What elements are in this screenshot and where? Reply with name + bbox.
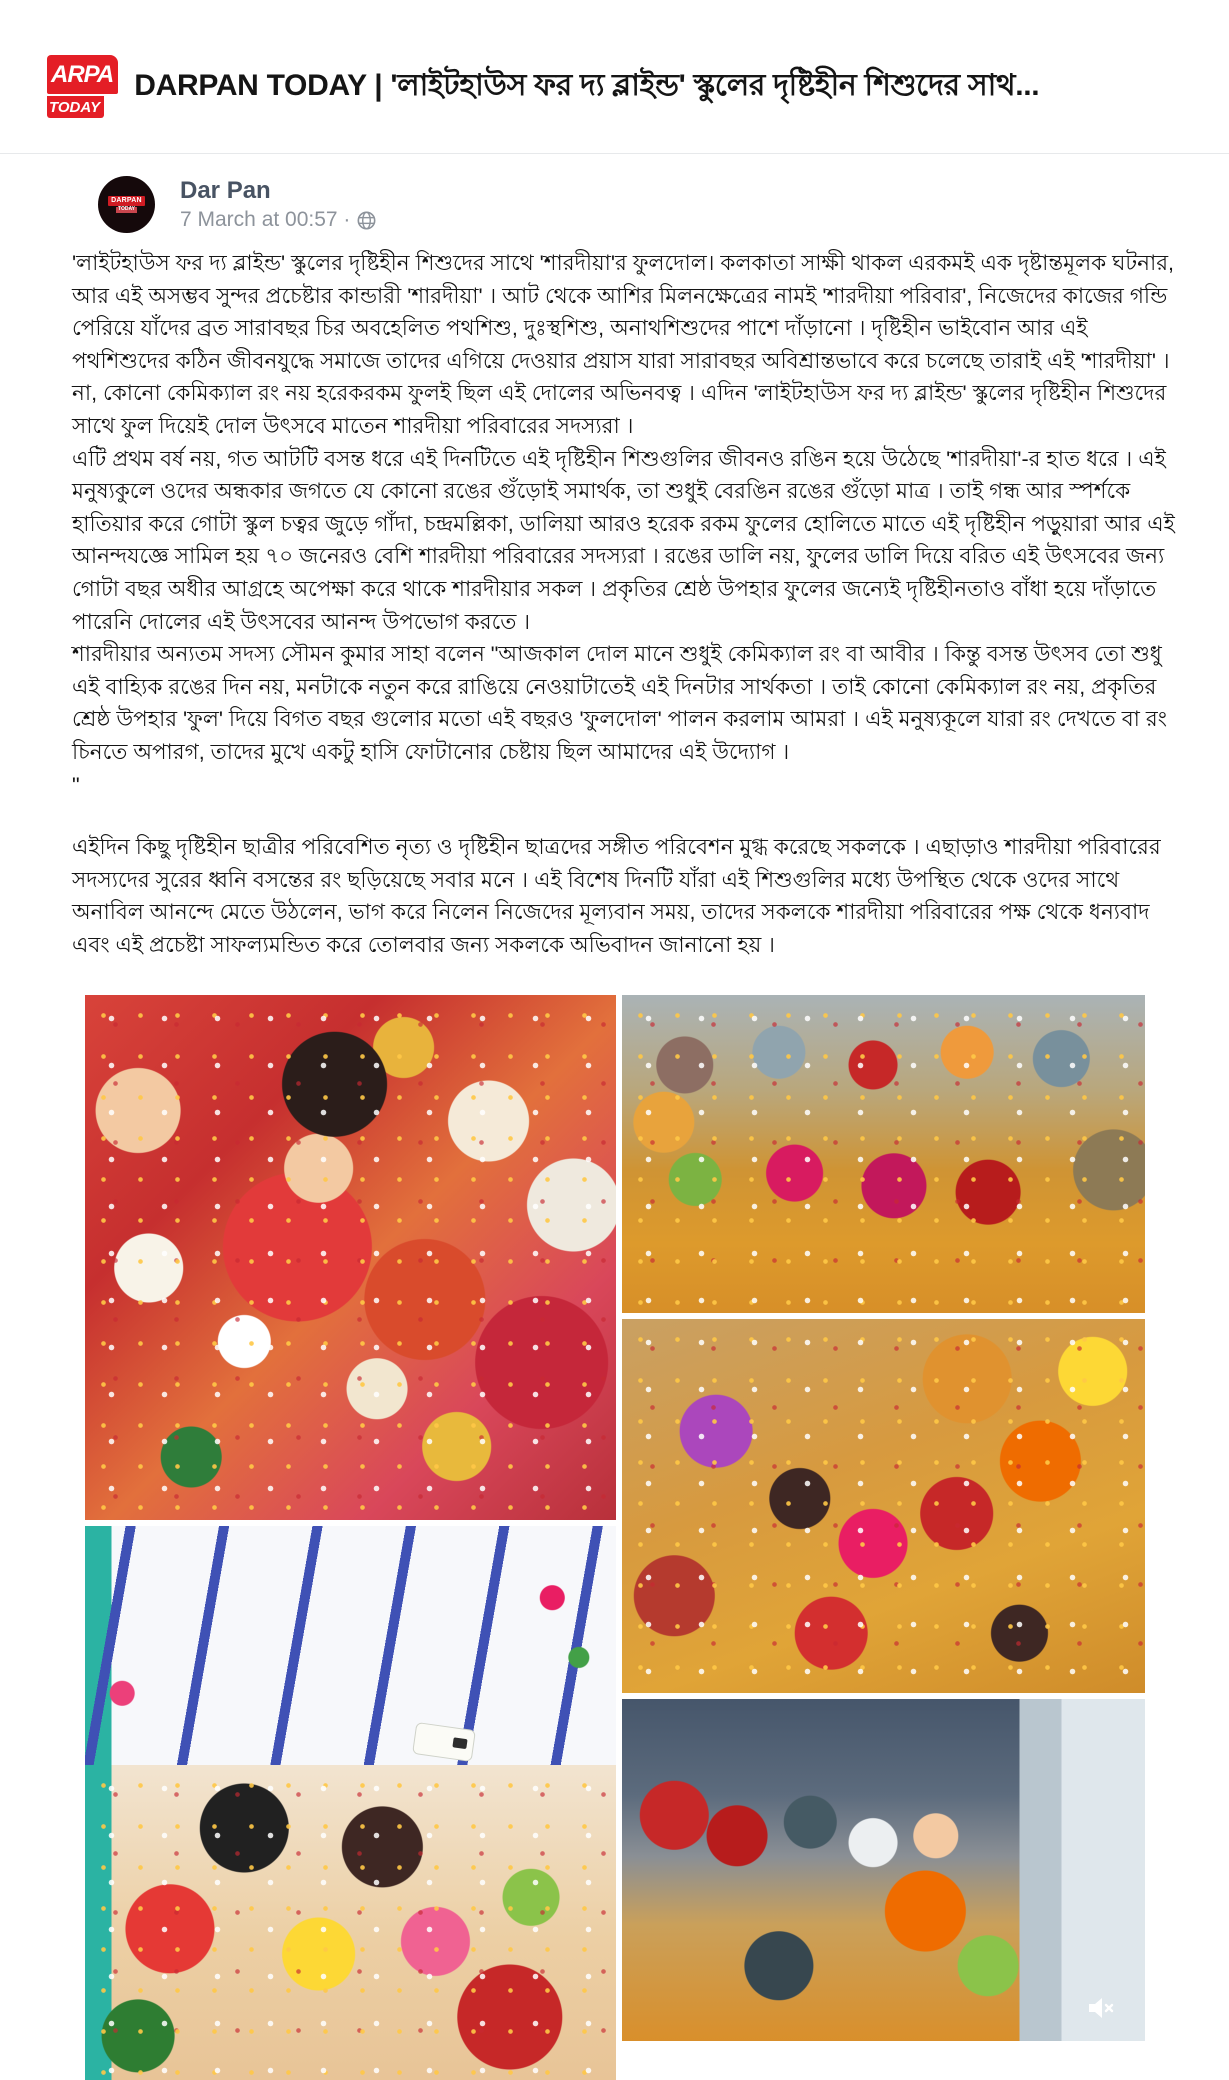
photo-two-girls-area xyxy=(85,1765,616,2080)
photo-flower-play[interactable] xyxy=(622,1319,1145,1693)
avatar[interactable] xyxy=(98,176,155,233)
site-logo-text-top: ARPA xyxy=(47,55,118,94)
post-text xyxy=(72,247,1184,961)
post-timestamp[interactable] xyxy=(180,208,376,232)
speaker-muted-icon[interactable] xyxy=(1087,1995,1117,2021)
banner-lettering xyxy=(85,1526,616,1764)
photo-two-girls-banner[interactable] xyxy=(85,1526,616,2080)
post-paragraph: 'লাইটহাউস ফর দ্য ব্লাইন্ড' স্কুলের দৃষ্টিহীন শিশুদের সাথে 'শারদীয়া'র ফুলদোল। কলকাতা সাক্ষী থাকল এরকমই এক দৃষ্টান্তমূলক ঘটনার, আর এই অসম্ভব সুন্দর প্রচেষ্টার কান্ডারী 'শারদীয়া' । আট থেকে আশির মিলনক্ষেত্রের নামই 'শারদীয়া পরিবার', নিজেদের কাজের গন্ডি পেরিয়ে যাঁদের ব্রত সারাবছর চির অবহেলিত পথশিশু, দুঃস্থশিশু, অনাথশিশুদের পাশে দাঁড়ানো । দৃষ্টিহীন ভাইবোন আর এই পথশিশুদের কঠিন জীবনযুদ্ধে সমাজে তাদের এগিয়ে দেওয়ার প্রয়াস যারা সারাবছর অবিশ্রান্তভাবে করে চলেছে তারাই এই 'শারদীয়া' । না, কোনো কেমিক্যাল রং নয় হরেকরকম ফুলই ছিল এই দোলের অভিনবত্ব । এদিন 'লাইটহাউস ফর দ্য ব্লাইন্ড' স্কুলের দৃষ্টিহীন শিশুদের সাথে ফুল দিয়েই দোল উৎসবে মাতেন শারদীয়া পরিবারের সদস্যরা । xyxy=(72,251,1175,438)
avatar-logo-text: DARPAN xyxy=(108,196,145,206)
post-header-text xyxy=(180,177,376,233)
post-header xyxy=(98,176,1181,233)
timestamp-text: 7 March at 00:57 · xyxy=(180,208,351,232)
header xyxy=(0,0,1229,154)
post-paragraph: শারদীয়ার অন্যতম সদস্য সৌমন কুমার সাহা বলেন "আজকাল দোল মানে শুধুই কেমিক্যাল রং বা আবীর । কিন্তু বসন্ত উৎসব তো শুধু এই বাহ্যিক রঙের দিন নয়, মনটাকে নতুন করে রাঙিয়ে নেওয়াটাতেই এই দিনটার সার্থকতা । তাই কোনো কেমিক্যাল রং নয়, প্রকৃতির শ্রেষ্ঠ উপহার 'ফুল' দিয়ে বিগত বছর গুলোর মতো এই বছরও 'ফুলদোল' পালন করলাম আমরা । এই মনুষ্যকূলে যারা রং দেখতে বা রং চিনতে অপারগ, তাদের মুখে একটু হাসি ফোটানোর চেষ্টায় ছিল আমাদের এই উদ্যোগ । xyxy=(72,642,1167,764)
site-logo-text-bottom: TODAY xyxy=(47,96,104,118)
post-paragraph: এইদিন কিছু দৃষ্টিহীন ছাত্রীর পরিবেশিত নৃত্য ও দৃষ্টিহীন ছাত্রদের সঙ্গীত পরিবেশন মুগ্ধ করেছে সকলকে । এছাড়াও শারদীয়া পরিবারের সদস্যদের সুরের ধ্বনি বসন্তের রং ছড়িয়েছে সবার মনে । এই বিশেষ দিনটি যাঁরা এই শিশুগুলির মধ্যে উপস্থিত থেকে ওদের সাথে অনাবিল আনন্দে মেতে উঠলেন, ভাগ করে নিলেন নিজেদের মূল্যবান সময়, তাদের সকলকে শারদীয়া পরিবারের পক্ষ থেকে ধন্যবাদ এবং এই প্রচেষ্টা সাফল্যমন্ডিত করে তোলবার জন্য সকলকে অভিবাদন জানানো হয় । xyxy=(72,835,1161,957)
avatar-logo-text-2: TODAY xyxy=(118,206,135,213)
video-performance[interactable] xyxy=(622,1699,1145,2041)
globe-icon xyxy=(357,211,376,230)
photo-garland-closeup[interactable] xyxy=(85,995,616,1520)
collage-right-column xyxy=(622,995,1145,2080)
post xyxy=(0,176,1229,2080)
collage-left-column xyxy=(85,995,616,2080)
site-logo[interactable] xyxy=(47,55,118,118)
post-paragraph-quote-close: " xyxy=(72,772,80,797)
post-paragraph: এটি প্রথম বর্ষ নয়, গত আটটি বসন্ত ধরে এই দিনটিতে এই দৃষ্টিহীন শিশুগুলির জীবনও রঙিন হয়ে উঠেছে 'শারদীয়া'-র হাত ধরে । এই মনুষ্যকুলে ওদের অন্ধকার জগতে যে কোনো রঙের গুঁড়োই সমার্থক, তা শুধুই বেরঙিন রঙের গুঁড়ো মাত্র । তাই গন্ধ আর স্পর্শকে হাতিয়ার করে গোটা স্কুল চত্বর জুড়ে গাঁদা, চন্দ্রমল্লিকা, ডালিয়া আরও হরেক রকম ফুলের হোলিতে মাতে এই দৃষ্টিহীন পড়ুয়ারা আর এই আনন্দযজ্ঞে সামিল হয় ৭০ জনেরও বেশি শারদীয়া পরিবারের সদস্যরা । রঙের ডালি নয়, ফুলের ডালি দিয়ে বরিত এই উৎসবের জন্য গোটা বছর অধীর আগ্রহে অপেক্ষা করে থাকে শারদীয়ার সকল । প্রকৃতির শ্রেষ্ঠ উপহার ফুলের জন্যেই দৃষ্টিহীনতাও বাঁধা হয়ে দাঁড়াতে পারেনি দোলের এই উৎসবের আনন্দ উপভোগ করতে । xyxy=(72,446,1175,634)
author-name[interactable]: Dar Pan xyxy=(180,176,271,204)
page-title: DARPAN TODAY | 'লাইটহাউস ফর দ্য ব্লাইন্ড' স্কুলের দৃষ্টিহীন শিশুদের সাথ... xyxy=(134,69,1040,102)
photo-collage xyxy=(85,995,1145,2080)
photo-courtyard-dance[interactable] xyxy=(622,995,1145,1313)
